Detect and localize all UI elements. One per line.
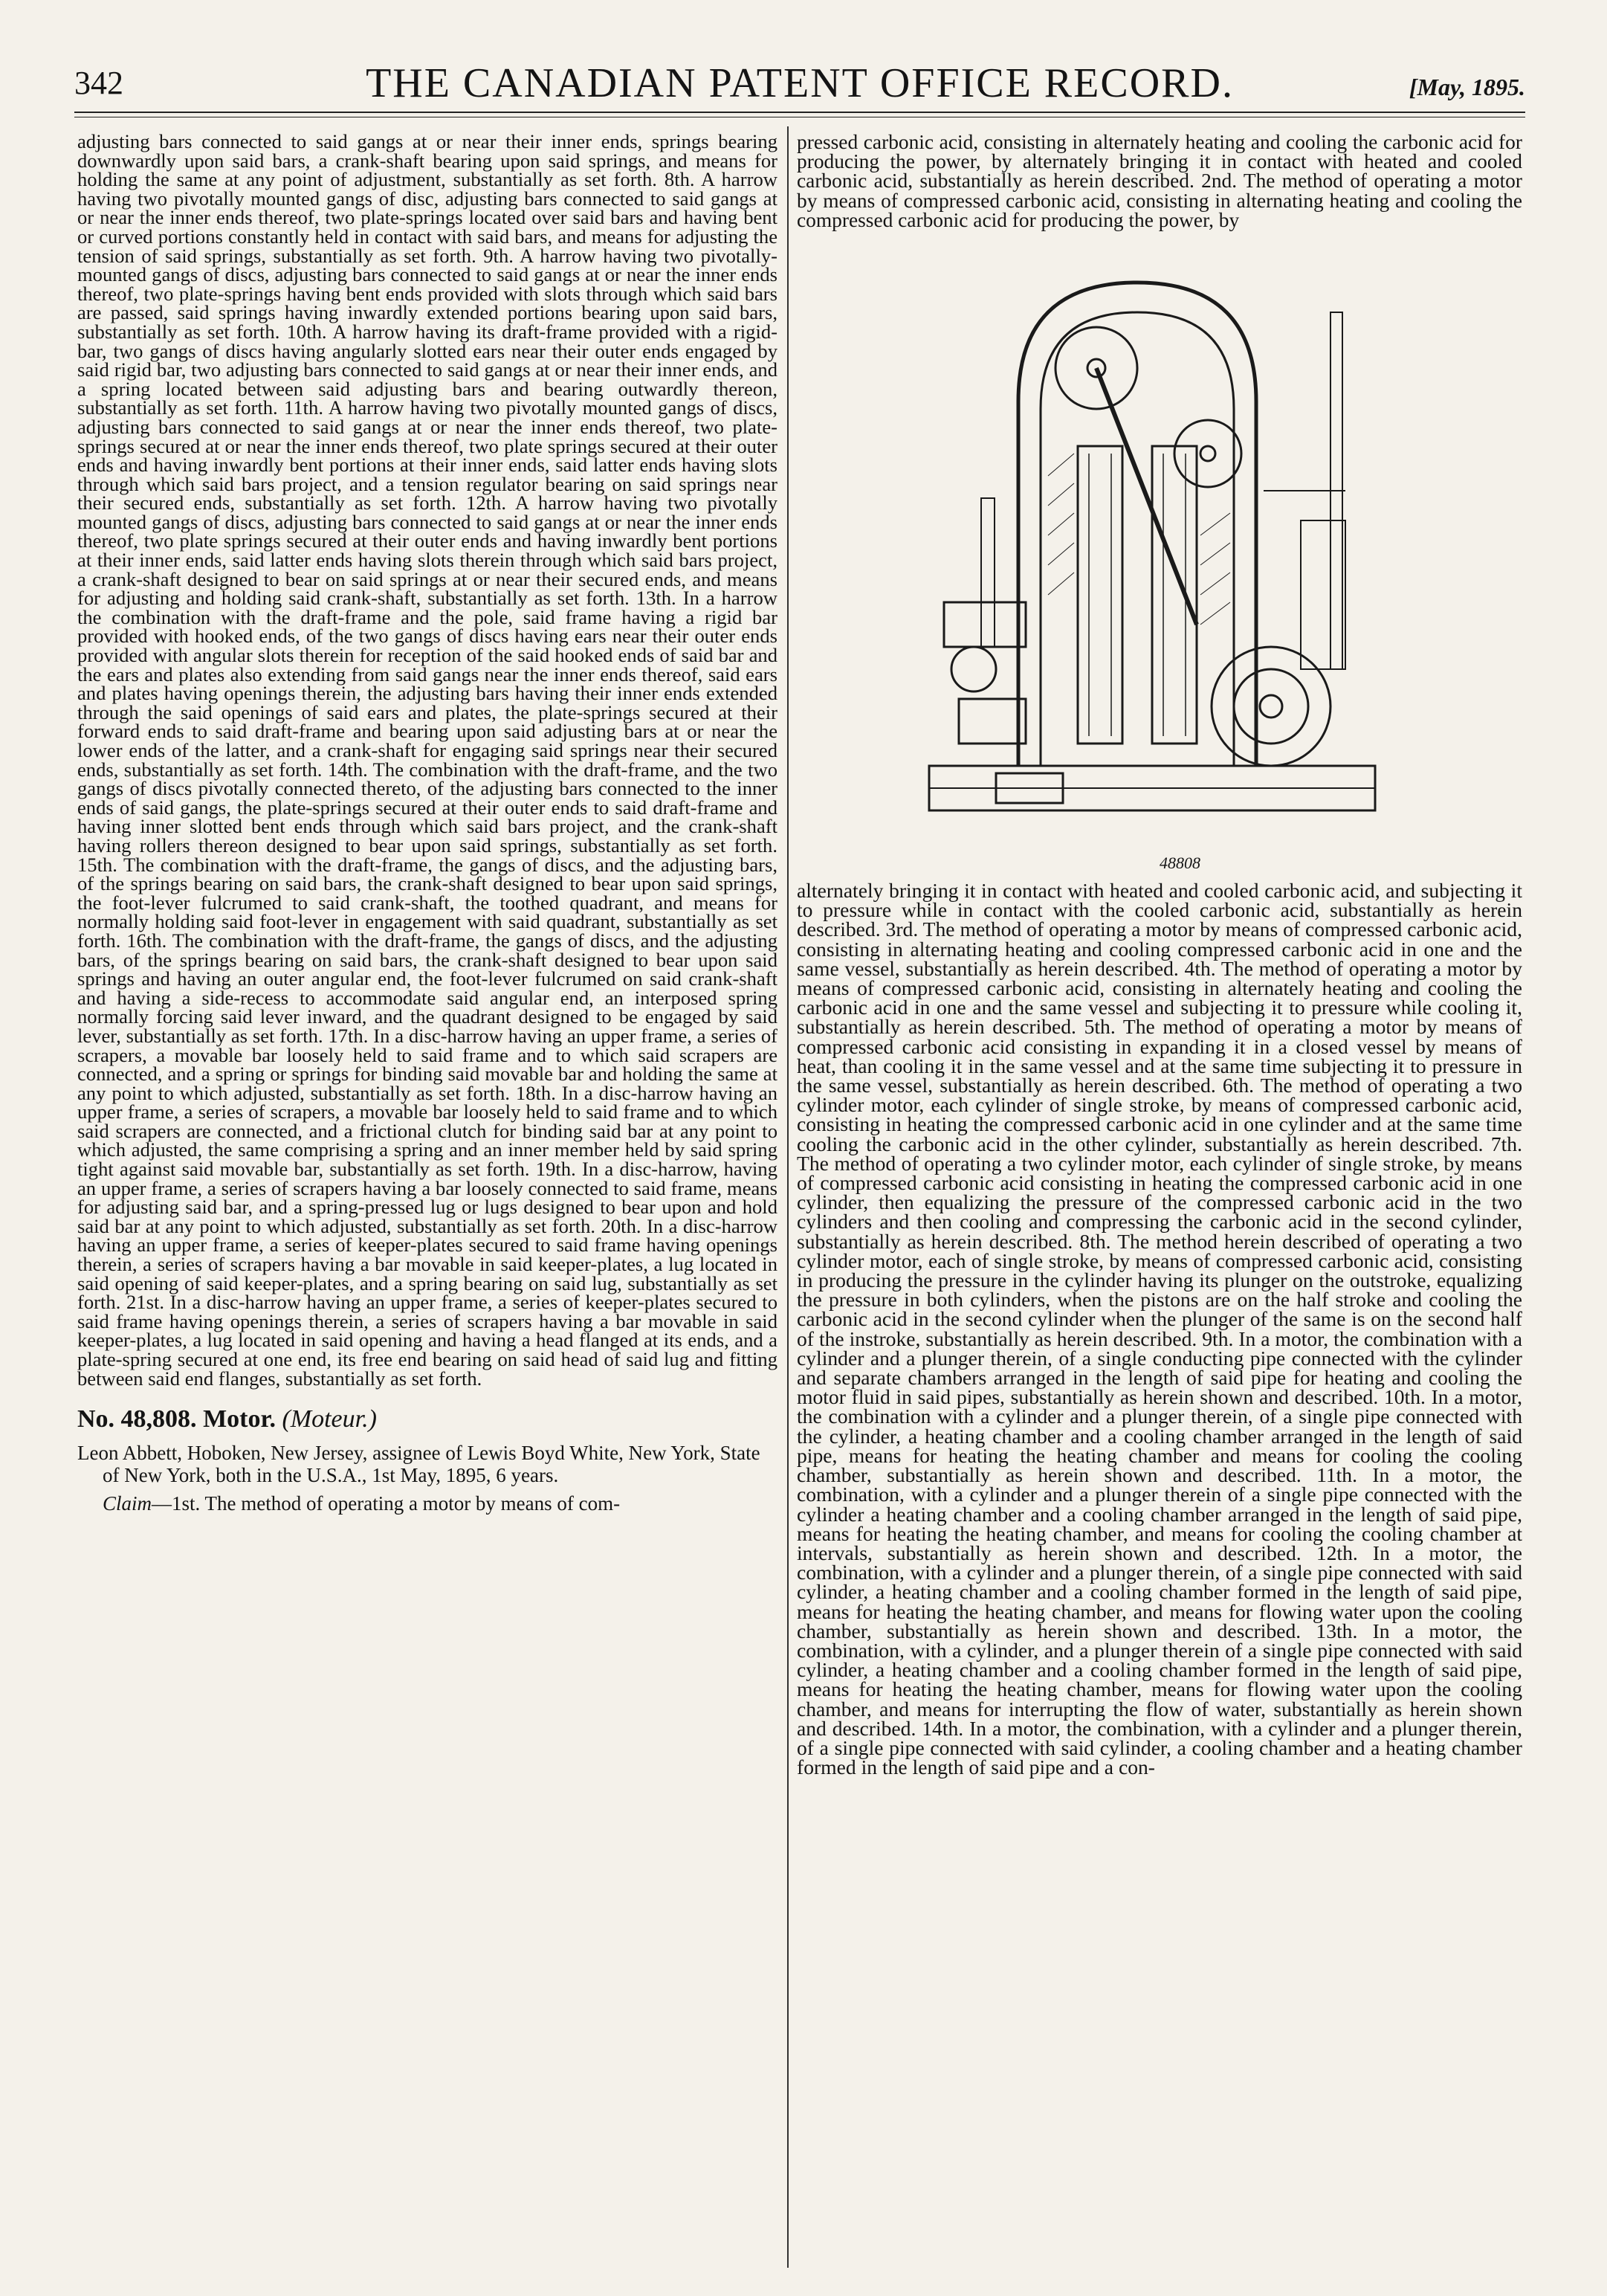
motor-patent-drawing [914,253,1405,877]
gear-wheel [1174,420,1241,487]
patent-number: No. 48,808. [77,1405,197,1434]
patent-subject-french: (Moteur.) [282,1405,377,1434]
column-divider [787,126,789,2268]
patent-assignment: Leon Abbett, Hoboken, New Jersey, assignee of Lewis Boyd White, New York, State of New York, both in the U.S.A., 1st May, 1895, 6 years. [77,1442,760,1487]
claim-label: Claim [103,1492,152,1515]
exhaust-pipe [981,498,995,647]
motor-illustration [914,253,1405,877]
right-column-top [797,132,1522,244]
patent-entry-heading [77,1405,777,1434]
claim-start-text: —1st. The method of operating a motor by means of com- [152,1492,621,1515]
right-bottom-text: alternately bringing it in contact with heated and cooled carbonic acid, and subjecting it to pressure while in contact with the cooled carbonic acid, substantially as herein described. 3rd. The method of operating a motor by means of compressed carbonic acid, consisting in alternating heating and cooling compressed carbonic acid in one and the same vessel, substantially as herein described. 4th. The method of operating a motor by means of compressed carbonic acid, consisting in alternately heating and cooling the carbonic acid in one and the same vessel and subjecting it to pressure while cooling it, substantially as herein described. 5th. The method of operating a motor by means of compressed carbonic acid consisting in expanding it in a closed vessel by means of heat, than cooling it in the same vessel and at the same time subjecting it to pressure in the same vessel, substantially as herein described. 6th. The method of operating a two cylinder motor, each cylinder of single stroke, by means of compressed carbonic acid, consisting in heating the compressed carbonic acid in one cylinder and at the same time cooling the carbonic acid in the other cylinder, substantially as herein described. 7th. The method of operating a two cylinder motor, each cylinder of single stroke, by means of compressed carbonic acid consisting in heating the compressed carbonic acid in one cylinder, then equalizing the pressure of the compressed carbonic acid in the two cylinders and then cooling and compressing the carbonic acid in the second cylinder, substantially as herein described. 8th. The method herein described of operating a two cylinder motor, each of single stroke, by means of compressed carbonic acid, consisting in producing the pressure in the cylinder having its plunger on the outstroke, equalizing the pressure in both cylinders, when the pistons are on the half stroke and cooling the carbonic acid in the second cylinder when the plunger of the same is on the second half of the instroke, substantially as herein described. 9th. In a motor, the combination with a cylinder and a plunger therein, of a single conducting pipe connected with the cylinder and separate chambers arranged in the length of said pipe for heating and cooling the motor fluid in said pipes, substantially as herein shown and described. 10th. In a motor, the combination with a cylinder and a plunger therein, of a single pipe connected with the cylinder, a heating chamber and a cooling chamber arranged in the length of said pipe, means for heating the heating chamber and means for cooling the cooling chamber, substantially as herein shown and described. 11th. In a motor, the combination, with a cylinder and a plunger therein of a single pipe connected with the cylinder a heating chamber and a cooling chamber arranged in the length of said pipe, means for heating the heating chamber, and means for cooling the cooling chamber at intervals, substantially as herein shown and described. 12th. In a motor, the combination, with a cylinder and a plunger therein, of a single pipe connected with said cylinder, a heating chamber and a cooling chamber formed in the length of said pipe, means for heating the heating chamber, and means for flowing water upon the cooling chamber, substantially as herein shown and described. 13th. In a motor, the combination, with a cylinder, and a plunger therein of a single pipe connected with said cylinder, a heating chamber and a cooling chamber formed in the length of said pipe, means for heating the heating chamber, means for flowing water upon the cooling chamber, and means for interrupting the flow of water, substantially as herein shown and described. 14th. In a motor, the combination, with a cylinder and a plunger therein, of a single pipe connected with said cylinder, a cooling chamber and a heating chamber formed in the length of said pipe and a con- [797,881,1522,1779]
continued-claims-text: adjusting bars connected to said gangs at or near their inner ends, springs bearing downwardly upon said bars, a crank-shaft bearing upon said springs, and means for holding the same at any point of adjustment, substantially as set forth. 8th. A harrow having two pivotally mounted gangs of disc, adjusting bars connected to said gangs at or near the inner ends thereof, two plate-springs located over said bars and having bent or curved portions constantly held in contact with said bars, and means for adjusting the tension of said springs, substantially as set forth. 9th. A harrow having two pivotally-mounted gangs of discs, adjusting bars connected to said gangs at or near the inner ends thereof, two plate-springs having bent ends provided with slots through which said bars are passed, said springs having inwardly extended portions bearing upon said bars, substantially as set forth. 10th. A harrow having its draft-frame provided with a rigid-bar, two gangs of discs having angularly slotted ears near their outer ends engaged by said rigid bar, two adjusting bars connected to said gangs at or near their inner ends, and a spring located between said adjusting bars and bearing outwardly thereon, substantially as set forth. 11th. A harrow having two pivotally mounted gangs of discs, adjusting bars connected to said gangs at or near the inner ends thereof, two plate-springs secured at or near the inner ends thereof, two plate springs secured at their outer ends and having inwardly bent portions at their inner ends, said latter ends having slots through which said bars project, and a tension regulator bearing on said springs near their secured ends, substantially as set forth. 12th. A harrow having two pivotally mounted gangs of discs, adjusting bars connected to said gangs at or near the inner ends thereof, two plate springs secured at their outer ends and having inwardly bent portions at their inner ends, said latter ends having slots therein through which said bars project, a crank-shaft designed to bear on said springs at or near their secured ends, and means for adjusting and holding said crank-shaft, substantially as set forth. 13th. In a harrow the combination with the draft-frame and the pole, said frame having a rigid bar provided with hooked ends, of the two gangs of discs having ears near their outer ends provided with angular slots therein for reception of the said hooked ends of said bar and the ears and plates also extending from said gangs near the inner ends thereof, said ears and plates having openings therein, the adjusting bars having their inner ends extended through the said openings of said ears and plates, the plate-springs secured at their forward ends to said draft-frame and bearing upon said adjusting bars at or near the lower ends of the latter, and a crank-shaft for engaging said springs near their secured ends, substantially as set forth. 14th. The combination with the draft-frame, and the two gangs of discs pivotally connected thereto, of the adjusting bars connected to the inner ends of said gangs, the plate-springs secured at their outer ends to said draft-frame and having inner slotted bent ends through which said bars project, and the crank-shaft having rollers thereon designed to bear upon said springs, substantially as set forth. 15th. The combination with the draft-frame, the gangs of discs, and the adjusting bars, of the springs bearing on said bars, the crank-shaft designed to bear upon said springs, the foot-lever fulcrumed to said crank-shaft, the toothed quadrant, and means for normally holding said foot-lever in engagement with said quadrant, substantially as set forth. 16th. The combination with the draft-frame, the gangs of discs, and the adjusting bars, of the springs bearing on said bars, the crank-shaft designed to bear upon said springs and having an outer angular end, the foot-lever fulcrumed on said crank-shaft and having a side-recess to accommodate said angular end, an interposed spring normally forcing said lever inward, and the quadrant designed to be engaged by said lever, substantially as set forth. 17th. In a disc-harrow having an upper frame, a series of scrapers, a movable bar loosely held to said frame and to which said scrapers are connected, and a spring or springs for binding said movable bar and holding the same at any point to which adjusted, substantially as set forth. 18th. In a disc-harrow having an upper frame, a series of scrapers, a movable bar loosely held to said frame and to which said scrapers are connected, and a frictional clutch for binding said bar at any point to which adjusted, the same comprising a spring and an inner member held by said spring tight against said movable bar, substantially as set forth. 19th. In a disc-harrow, having an upper frame, a series of scrapers having a bar loosely connected to said frame, means for adjusting said bar, and a spring-pressed lug or lugs designed to bear upon and hold said bar at any point to which adjusted, substantially as set forth. 20th. In a disc-harrow having an upper frame, a series of keeper-plates secured to said frame having openings therein, a series of scrapers having a bar movable in said keeper-plates, a lug located in said opening of said keeper-plates, and a spring bearing on said lug, substantially as set forth. 21st. In a disc-harrow having an upper frame, a series of keeper-plates secured to said frame having openings therein, a series of scrapers having a bar movable in said keeper-plates, a lug located in said opening and having a head flanged at its ends, and a plate-spring secured at one end, its free end bearing on said head of said lug and fitting between said end flanges, substantially as set forth. [77,132,777,1390]
page-number: 342 [74,65,123,101]
right-top-text: pressed carbonic acid, consisting in alternately heating and cooling the carbonic acid for producing the power, by alternately bringing it in contact with heated and cooled carbonic acid, substantially as herein described. 2nd. The method of operating a motor by means of compressed carbonic acid, consisting in alternating heating and cooling the compressed carbonic acid for producing the power, by [797,132,1522,231]
page-header [74,54,1525,113]
publication-title: THE CANADIAN PATENT OFFICE RECORD. [366,60,1234,106]
issue-date: [May, 1895. [1409,74,1525,100]
figure-number: 48808 [1160,854,1200,872]
patent-subject: Motor. [203,1405,276,1434]
cooling-chamber [1152,446,1197,744]
header-rule [74,112,1525,113]
claim-start [77,1492,777,1515]
left-column [77,132,777,2259]
cylinder [944,602,1026,647]
arched-frame [1018,283,1256,766]
right-column-bottom [797,881,1522,2264]
heating-chamber [1078,446,1122,744]
crank-wheel [1212,647,1330,766]
